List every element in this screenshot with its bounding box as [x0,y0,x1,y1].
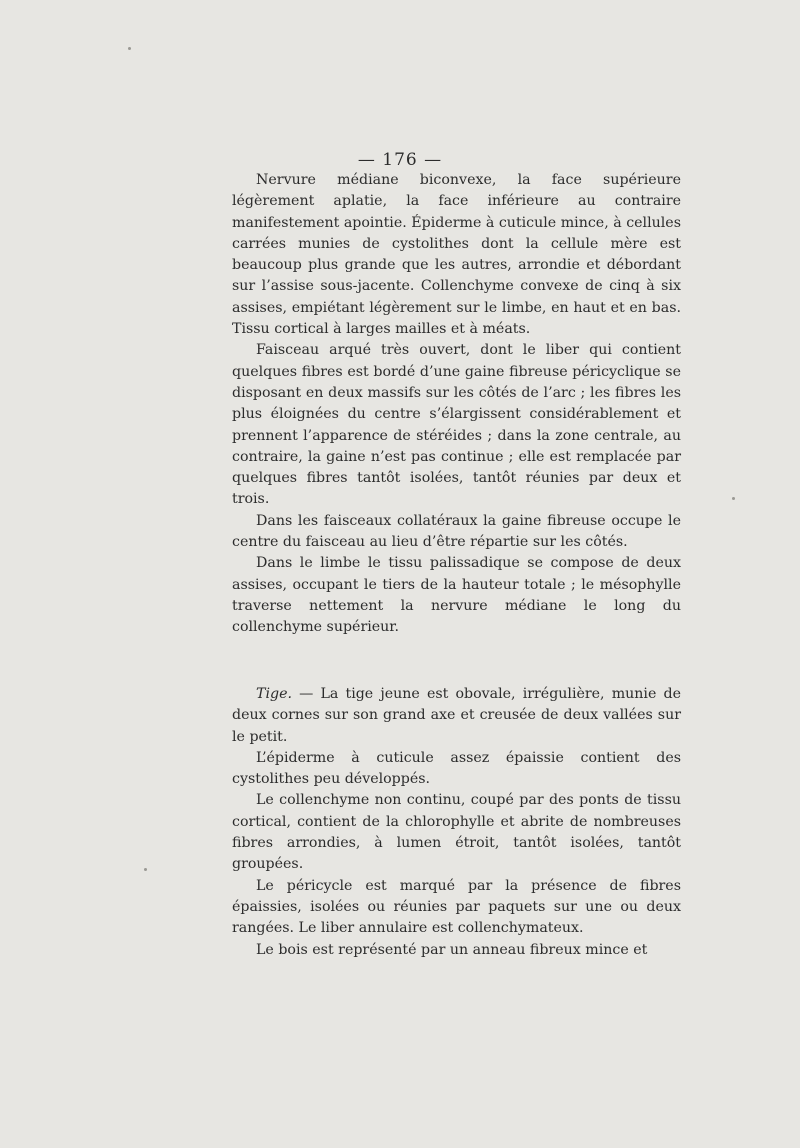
paragraph: Le péricycle est marqué par la présence de fibres épaissies, isolées ou réunies par paquets sur une ou deux rangées. Le liber annulaire est collenchymateux. [232,877,681,937]
section-leaf-anatomy [232,170,681,639]
section-heading-tige: Tige. [256,686,292,702]
section-stem-anatomy [232,684,681,961]
paragraph: Le collenchyme non continu, coupé par des ponts de tissu cortical, contient de la chlorophylle et abrite de nombreuses fibres arrondies, à lumen étroit, tantôt isolées, tantôt groupées. [232,792,681,873]
paper-speck [732,497,735,500]
paragraph: Dans les faisceaux collatéraux la gaine fibreuse occupe le centre du faisceau au lieu d’être répartie sur les côtés. [232,512,681,551]
paragraph: L’épiderme à cuticule assez épaissie contient des cystolithes peu développés. [232,749,681,788]
paragraph-lead-text: — La tige jeune est obovale, irrégulière, munie de deux cornes sur son grand axe et creusée de deux vallées sur le petit. [232,686,681,745]
paragraph: Dans le limbe le tissu palissadique se compose de deux assises, occupant le tiers de la hauteur totale ; le mésophylle traverse nettement la nervure médiane le long du collenchyme supérieur. [232,555,681,636]
paper-speck [128,47,131,50]
paragraph: Faisceau arqué très ouvert, dont le liber qui contient quelques fibres est bordé d’une gaine fibreuse péricyclique se disposant en deux massifs sur les côtés de l’arc ; les fibres les plus éloignées du centre s’élargissent considérablement et prennent l’apparence de stéréides ; dans la zone centrale, au contraire, la gaine n’est pas continue ; elle est remplacée par quelques fibres tantôt isolées, tantôt réunies par deux et trois. [232,342,681,508]
page-number: — 176 — [357,150,443,170]
paragraph: Nervure médiane biconvexe, la face supérieure légèrement aplatie, la face inférieure au contraire manifestement apointie. Épiderme à cuticule mince, à cellules carrées munies de cystolithes dont la cellule mère est beaucoup plus grande que les autres, arrondie et débordant sur l’assise sous-jacente. Collenchyme convexe de cinq à six assises, empiétant légèrement sur le limbe, en haut et en bas. Tissu cortical à larges mailles et à méats. [232,172,681,338]
paragraph: Le bois est représenté par un anneau fibreux mince et [256,941,648,958]
paper-speck [144,868,147,871]
paragraph-lead [232,684,681,748]
